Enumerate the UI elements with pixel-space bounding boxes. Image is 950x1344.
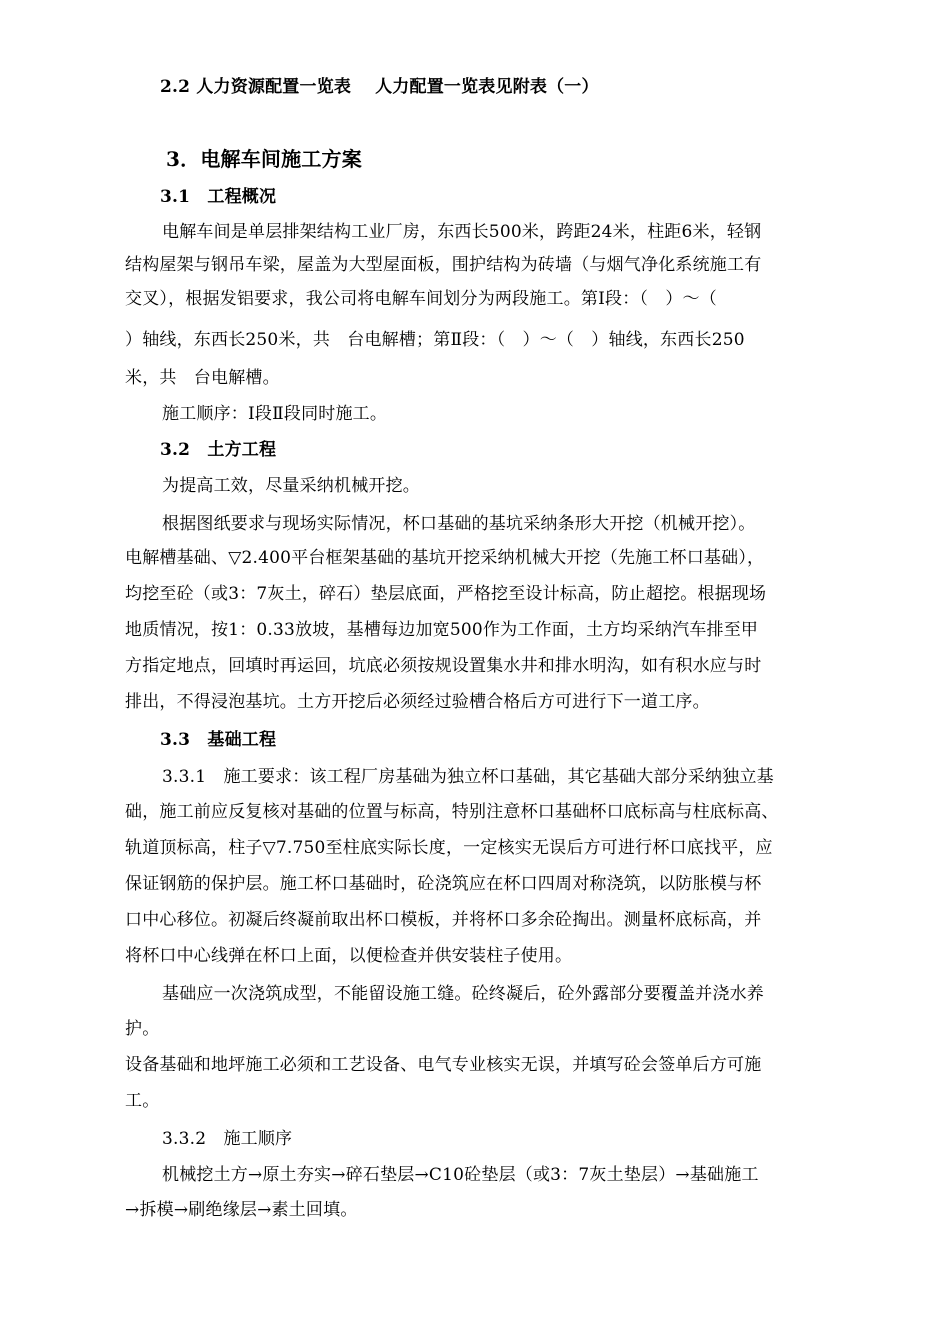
paragraph-line: 交叉），根据发铝要求，我公司将电解车间划分为两段施工。第Ⅰ段：（ ）～（ xyxy=(125,289,717,309)
paragraph-line: 米，共 台电解槽。 xyxy=(125,368,280,388)
paragraph-line: 础，施工前应反复核对基础的位置与标高，特别注意杯口基础杯口底标高与柱底标高、 xyxy=(125,802,779,822)
paragraph-line: 护。 xyxy=(125,1019,160,1039)
section-2-2-heading: 2.2 人力资源配置一览表 xyxy=(160,77,352,97)
section-3-1-heading: 3.1 工程概况 xyxy=(160,187,277,207)
section-2-2-note: 人力配置一览表见附表（一） xyxy=(375,77,599,97)
paragraph-line: ）轴线，东西长250米，共 台电解槽；第Ⅱ段：（ ）～（ ）轴线，东西长250 xyxy=(125,330,745,350)
paragraph-line: 为提高工效，尽量采纳机械开挖。 xyxy=(162,476,420,496)
paragraph-line: 结构屋架与钢吊车梁，屋盖为大型屋面板，围护结构为砖墙（与烟气净化系统施工有 xyxy=(125,255,762,275)
section-3-3-2-heading: 3.3.2 施工顺序 xyxy=(162,1129,293,1149)
paragraph-line: 电解槽基础、▽2.400平台框架基础的基坑开挖采纳机械大开挖（先施工杯口基础）， xyxy=(125,548,765,568)
paragraph-line: 轨道顶标高，柱子▽7.750至柱底实际长度，一定核实无误后方可进行杯口底找平，应 xyxy=(125,838,773,858)
section-3-2-heading: 3.2 土方工程 xyxy=(160,440,277,460)
paragraph-line: 根据图纸要求与现场实际情况，杯口基础的基坑采纳条形大开挖（机械开挖）。 xyxy=(162,514,756,534)
paragraph-line: →拆模→刷绝缘层→素土回填。 xyxy=(125,1200,358,1220)
section-3-title: 3．电解车间施工方案 xyxy=(166,147,362,171)
paragraph-line: 电解车间是单层排架结构工业厂房，东西长500米，跨距24米，柱距6米，轻钢 xyxy=(162,222,762,242)
paragraph-line: 排出，不得浸泡基坑。土方开挖后必须经过验槽合格后方可进行下一道工序。 xyxy=(125,692,710,712)
paragraph-line: 将杯口中心线弹在杯口上面，以便检查并供安装柱子使用。 xyxy=(125,946,573,966)
paragraph-line: 3.3.1 施工要求：该工程厂房基础为独立杯口基础，其它基础大部分采纳独立基 xyxy=(162,767,774,787)
paragraph-line: 设备基础和地坪施工必须和工艺设备、电气专业核实无误，并填写砼会签单后方可施 xyxy=(125,1055,762,1075)
paragraph-line: 机械挖土方→原土夯实→碎石垫层→C10砼垫层（或3：7灰土垫层）→基础施工 xyxy=(162,1165,759,1185)
paragraph-line: 均挖至砼（或3：7灰土，碎石）垫层底面，严格挖至设计标高，防止超挖。根据现场 xyxy=(125,584,767,604)
paragraph-line: 基础应一次浇筑成型，不能留设施工缝。砼终凝后，砼外露部分要覆盖并浇水养 xyxy=(162,984,764,1004)
paragraph-line: 地质情况，按1：0.33放坡，基槽每边加宽500作为工作面，土方均采纳汽车排至甲 xyxy=(125,620,759,640)
paragraph-line: 施工顺序：Ⅰ段Ⅱ段同时施工。 xyxy=(162,404,388,424)
paragraph-line: 口中心移位。初凝后终凝前取出杯口模板，并将杯口多余砼掏出。测量杯底标高，并 xyxy=(125,910,762,930)
section-3-3-heading: 3.3 基础工程 xyxy=(160,730,277,750)
paragraph-line: 保证钢筋的保护层。施工杯口基础时，砼浇筑应在杯口四周对称浇筑，以防胀模与杯 xyxy=(125,874,762,894)
section-2-2-line xyxy=(160,75,599,99)
paragraph-line: 方指定地点，回填时再运回，坑底必须按规设置集水井和排水明沟，如有积水应与时 xyxy=(125,656,762,676)
paragraph-line: 工。 xyxy=(125,1091,160,1111)
